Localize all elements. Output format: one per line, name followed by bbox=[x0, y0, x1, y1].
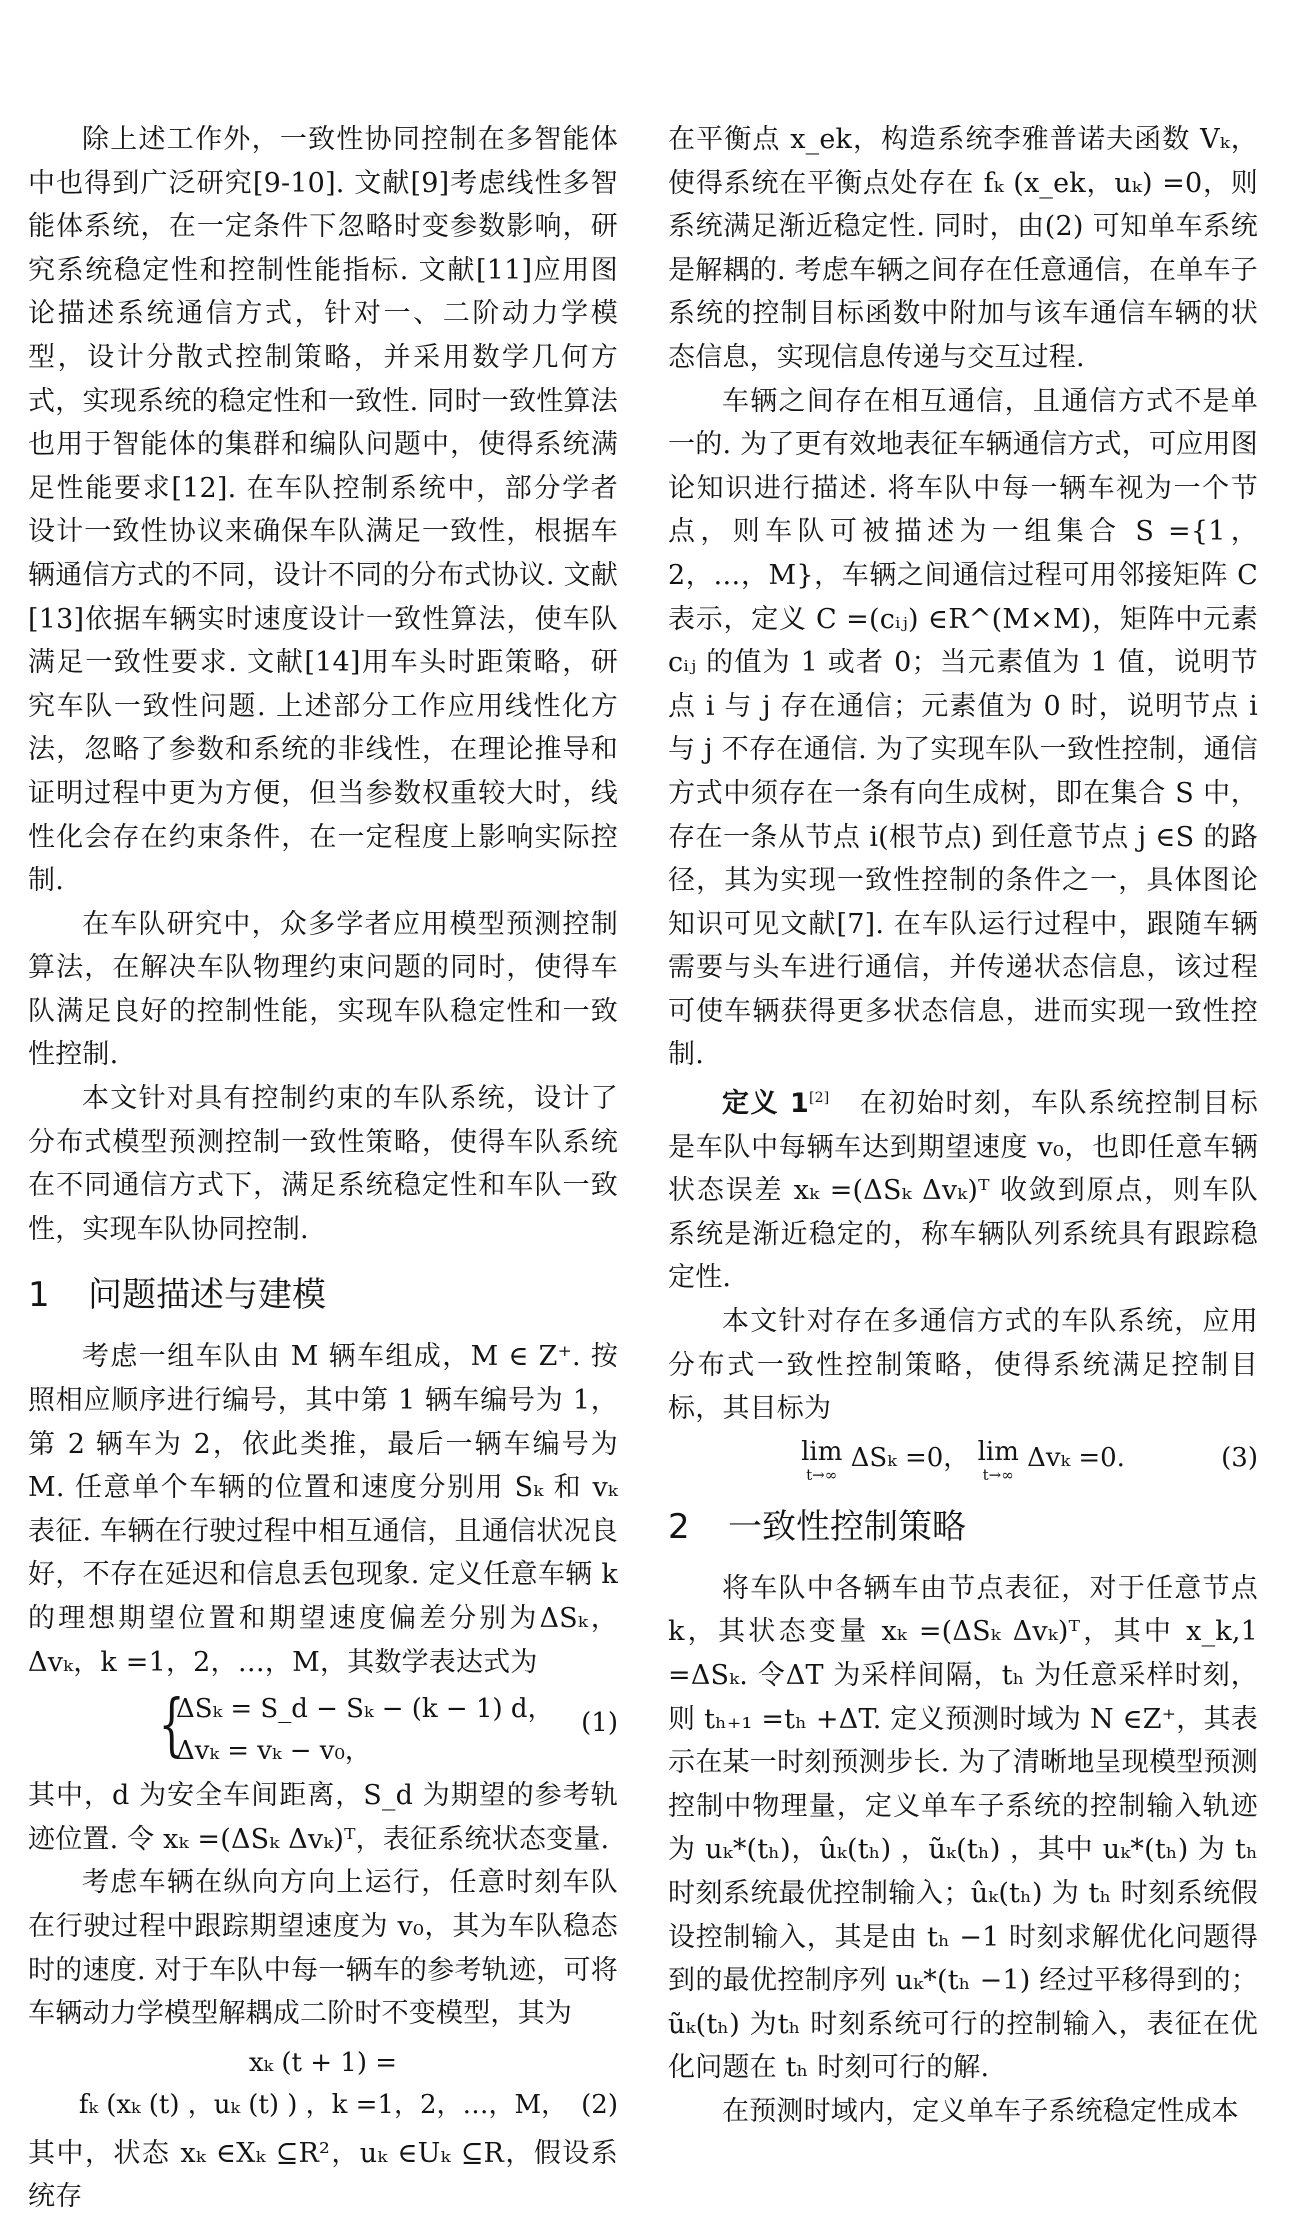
equation-2-cont bbox=[28, 2084, 618, 2126]
equation-line: Δvₖ = vₖ − v₀， bbox=[176, 1736, 371, 1767]
paragraph: 在车队研究中，众多学者应用模型预测控制算法，在解决车队物理约束问题的同时，使得车队满足良好的控制性能，实现车队稳定性和一致性控制. bbox=[28, 908, 618, 1071]
paragraph: 其中，状态 xₖ ∈Xₖ ⊆R²，uₖ ∈Uₖ ⊆R，假设系统存 bbox=[28, 2137, 618, 2213]
section-heading-2 bbox=[668, 1501, 1258, 1553]
definition-1 bbox=[668, 1077, 1258, 1300]
left-column bbox=[28, 118, 618, 2219]
paragraph: 本文针对存在多通信方式的车队系统，应用分布式一致性控制策略，使得系统满足控制目标，其目标为 bbox=[668, 1306, 1258, 1425]
equation-number: (1) bbox=[581, 1708, 618, 1739]
equation-2 bbox=[28, 2042, 618, 2084]
paragraph: 将车队中各辆车由节点表征，对于任意节点 k，其状态变量 xₖ =(ΔSₖ Δvₖ)ᵀ，其中 x_k,1 =ΔSₖ. 令ΔT 为采样间隔，tₕ 为任意采样时刻，则 tₕ₊₁ =tₕ +ΔT. 定义预测时域为 N ∈Z⁺，其表示在某一时刻预测步长. 为了清晰地呈现模型预测控制中物理量，定义单车子系统的控制输入轨迹为 uₖ*(tₕ)，ûₖ(tₕ) ，ũₖ(tₕ) ，其中 uₖ*(tₕ) 为 tₕ 时刻系统最优控制输入；ûₖ(tₕ) 为 tₕ 时刻系统假设控制输入，其是由 tₕ −1 时刻求解优化问题得到的最优控制序列 uₖ*(tₕ −1) 经过平移得到的；ũₖ(tₕ) 为tₕ 时刻系统可行的控制输入，表征在优化问题在 tₕ 时刻可行的解. bbox=[668, 1572, 1258, 2084]
section-title: 问题描述与建模 bbox=[88, 1275, 326, 1316]
section-number: 1 bbox=[28, 1275, 50, 1316]
equation-line: fₖ (xₖ (t) ，uₖ (t) ) ，k =1，2，…，M， bbox=[78, 2089, 568, 2120]
equation-3 bbox=[668, 1437, 1258, 1483]
paragraph: 在预测时域内，定义单车子系统稳定性成本 bbox=[722, 2095, 1239, 2127]
section-heading-1 bbox=[28, 1269, 618, 1321]
equation-line: xₖ (t + 1) = bbox=[248, 2047, 398, 2078]
paragraph: 在平衡点 x_ek，构造系统李雅普诺夫函数 Vₖ，使得系统在平衡点处存在 fₖ (x_ek，uₖ) =0，则系统满足渐近稳定性. 同时，由(2) 可知单车系统是解耦的. 考虑车辆之间存在任意通信，在单车子系统的控制目标函数中附加与该车通信车辆的状态信息，实现信息传递与交互过程. bbox=[668, 124, 1258, 373]
equation-1 bbox=[28, 1686, 618, 1770]
paragraph: 车辆之间存在相互通信，且通信方式不是单一的. 为了更有效地表征车辆通信方式，可应用图论知识进行描述. 将车队中每一辆车视为一个节点，则车队可被描述为一组集合 S ={1，2，…，M}，车辆之间通信过程可用邻接矩阵 C 表示，定义 C =(cᵢⱼ) ∈R^(M×M)，矩阵中元素 cᵢⱼ 的值为 1 或者 0；当元素值为 1 值，说明节点 i 与 j 存在通信；元素值为 0 时，说明节点 i 与 j 不存在通信. 为了实现车队一致性控制，通信方式中须存在一条有向生成树，即在集合 S 中，存在一条从节点 i(根节点) 到任意节点 j ∈S 的路径，其为实现一致性控制的条件之一，具体图论知识可见文献[7]. 在车队运行过程中，跟随车辆需要与头车进行通信，并传递状态信息，该过程可使车辆获得更多状态信息，进而实现一致性控制. bbox=[668, 385, 1258, 1071]
paragraph: 其中，d 为安全车间距离，S_d 为期望的参考轨迹位置. 令 xₖ =(ΔSₖ Δvₖ)ᵀ，表征系统状态变量. bbox=[28, 1780, 618, 1855]
equation-line: ΔSₖ = S_d − Sₖ − (k − 1) d， bbox=[176, 1694, 554, 1725]
equation-term: ΔSₖ =0， bbox=[850, 1442, 970, 1473]
equation-number: (2) bbox=[581, 2089, 618, 2120]
definition-label: 定义 1 bbox=[722, 1088, 809, 1120]
paragraph: 除上述工作外，一致性协同控制在多智能体中也得到广泛研究[9-10]. 文献[9]考虑线性多智能体系统，在一定条件下忽略时变参数影响，研究系统稳定性和控制性能指标. 文献[11]应用图论描述系统通信方式，针对一、二阶动力学模型，设计分散式控制策略，并采用数学几何方式，实现系统的稳定性和一致性. 同时一致性算法也用于智能体的集群和编队问题中，使得系统满足性能要求[12]. 在车队控制系统中，部分学者设计一致性协议来确保车队满足一致性，根据车辆通信方式的不同，设计不同的分布式协议. 文献[13]依据车辆实时速度设计一致性算法，使车队满足一致性要求. 文献[14]用车头时距策略，研究车队一致性问题. 上述部分工作应用线性化方法，忽略了参数和系统的非线性，在理论推导和证明过程中更为方便，但当参数权重较大时，线性化会存在约束条件，在一定程度上影响实际控制. bbox=[28, 124, 618, 897]
section-title: 一致性控制策略 bbox=[728, 1506, 966, 1547]
paragraph: 考虑车辆在纵向方向上运行，任意时刻车队在行驶过程中跟踪期望速度为 v₀，其为车队稳态时的速度. 对于车队中每一辆车的参考轨迹，可将车辆动力学模型解耦成二阶时不变模型，其为 bbox=[28, 1867, 618, 2030]
equation-term: Δvₖ =0. bbox=[1027, 1442, 1125, 1473]
paragraph: 本文针对具有控制约束的车队系统，设计了分布式模型预测控制一致性策略，使得车队系统在不同通信方式下，满足系统稳定性和车队一致性，实现车队协同控制. bbox=[28, 1083, 618, 1245]
right-column bbox=[668, 118, 1258, 2134]
definition-text: 在初始时刻，车队系统控制目标是车队中每辆车达到期望速度 v₀，也即任意车辆状态误差 xₖ =(ΔSₖ Δvₖ)ᵀ 收敛到原点，则车队系统是渐近稳定的，称车辆队列系统具有跟踪稳定性. bbox=[668, 1088, 1258, 1294]
equation-body bbox=[668, 1437, 1258, 1483]
limit-operator: lim t→∞ bbox=[801, 1436, 843, 1484]
left-brace: { bbox=[158, 1686, 185, 1766]
citation: [2] bbox=[809, 1090, 830, 1107]
section-number: 2 bbox=[668, 1506, 690, 1547]
limit-operator: lim t→∞ bbox=[977, 1436, 1019, 1484]
paragraph: 考虑一组车队由 M 辆车组成，M ∈ Z⁺. 按照相应顺序进行编号，其中第 1 辆车编号为 1，第 2 辆车为 2，依此类推，最后一辆车编号为 M. 任意单个车辆的位置和速度分别用 Sₖ 和 vₖ 表征. 车辆在行驶过程中相互通信，且通信状况良好，不存在延迟和信息丢包现象. 定义任意车辆 k 的理想期望位置和期望速度偏差分别为ΔSₖ，Δvₖ，k =1，2，…，M，其数学表达式为 bbox=[28, 1341, 618, 1678]
equation-number: (3) bbox=[1221, 1442, 1258, 1473]
